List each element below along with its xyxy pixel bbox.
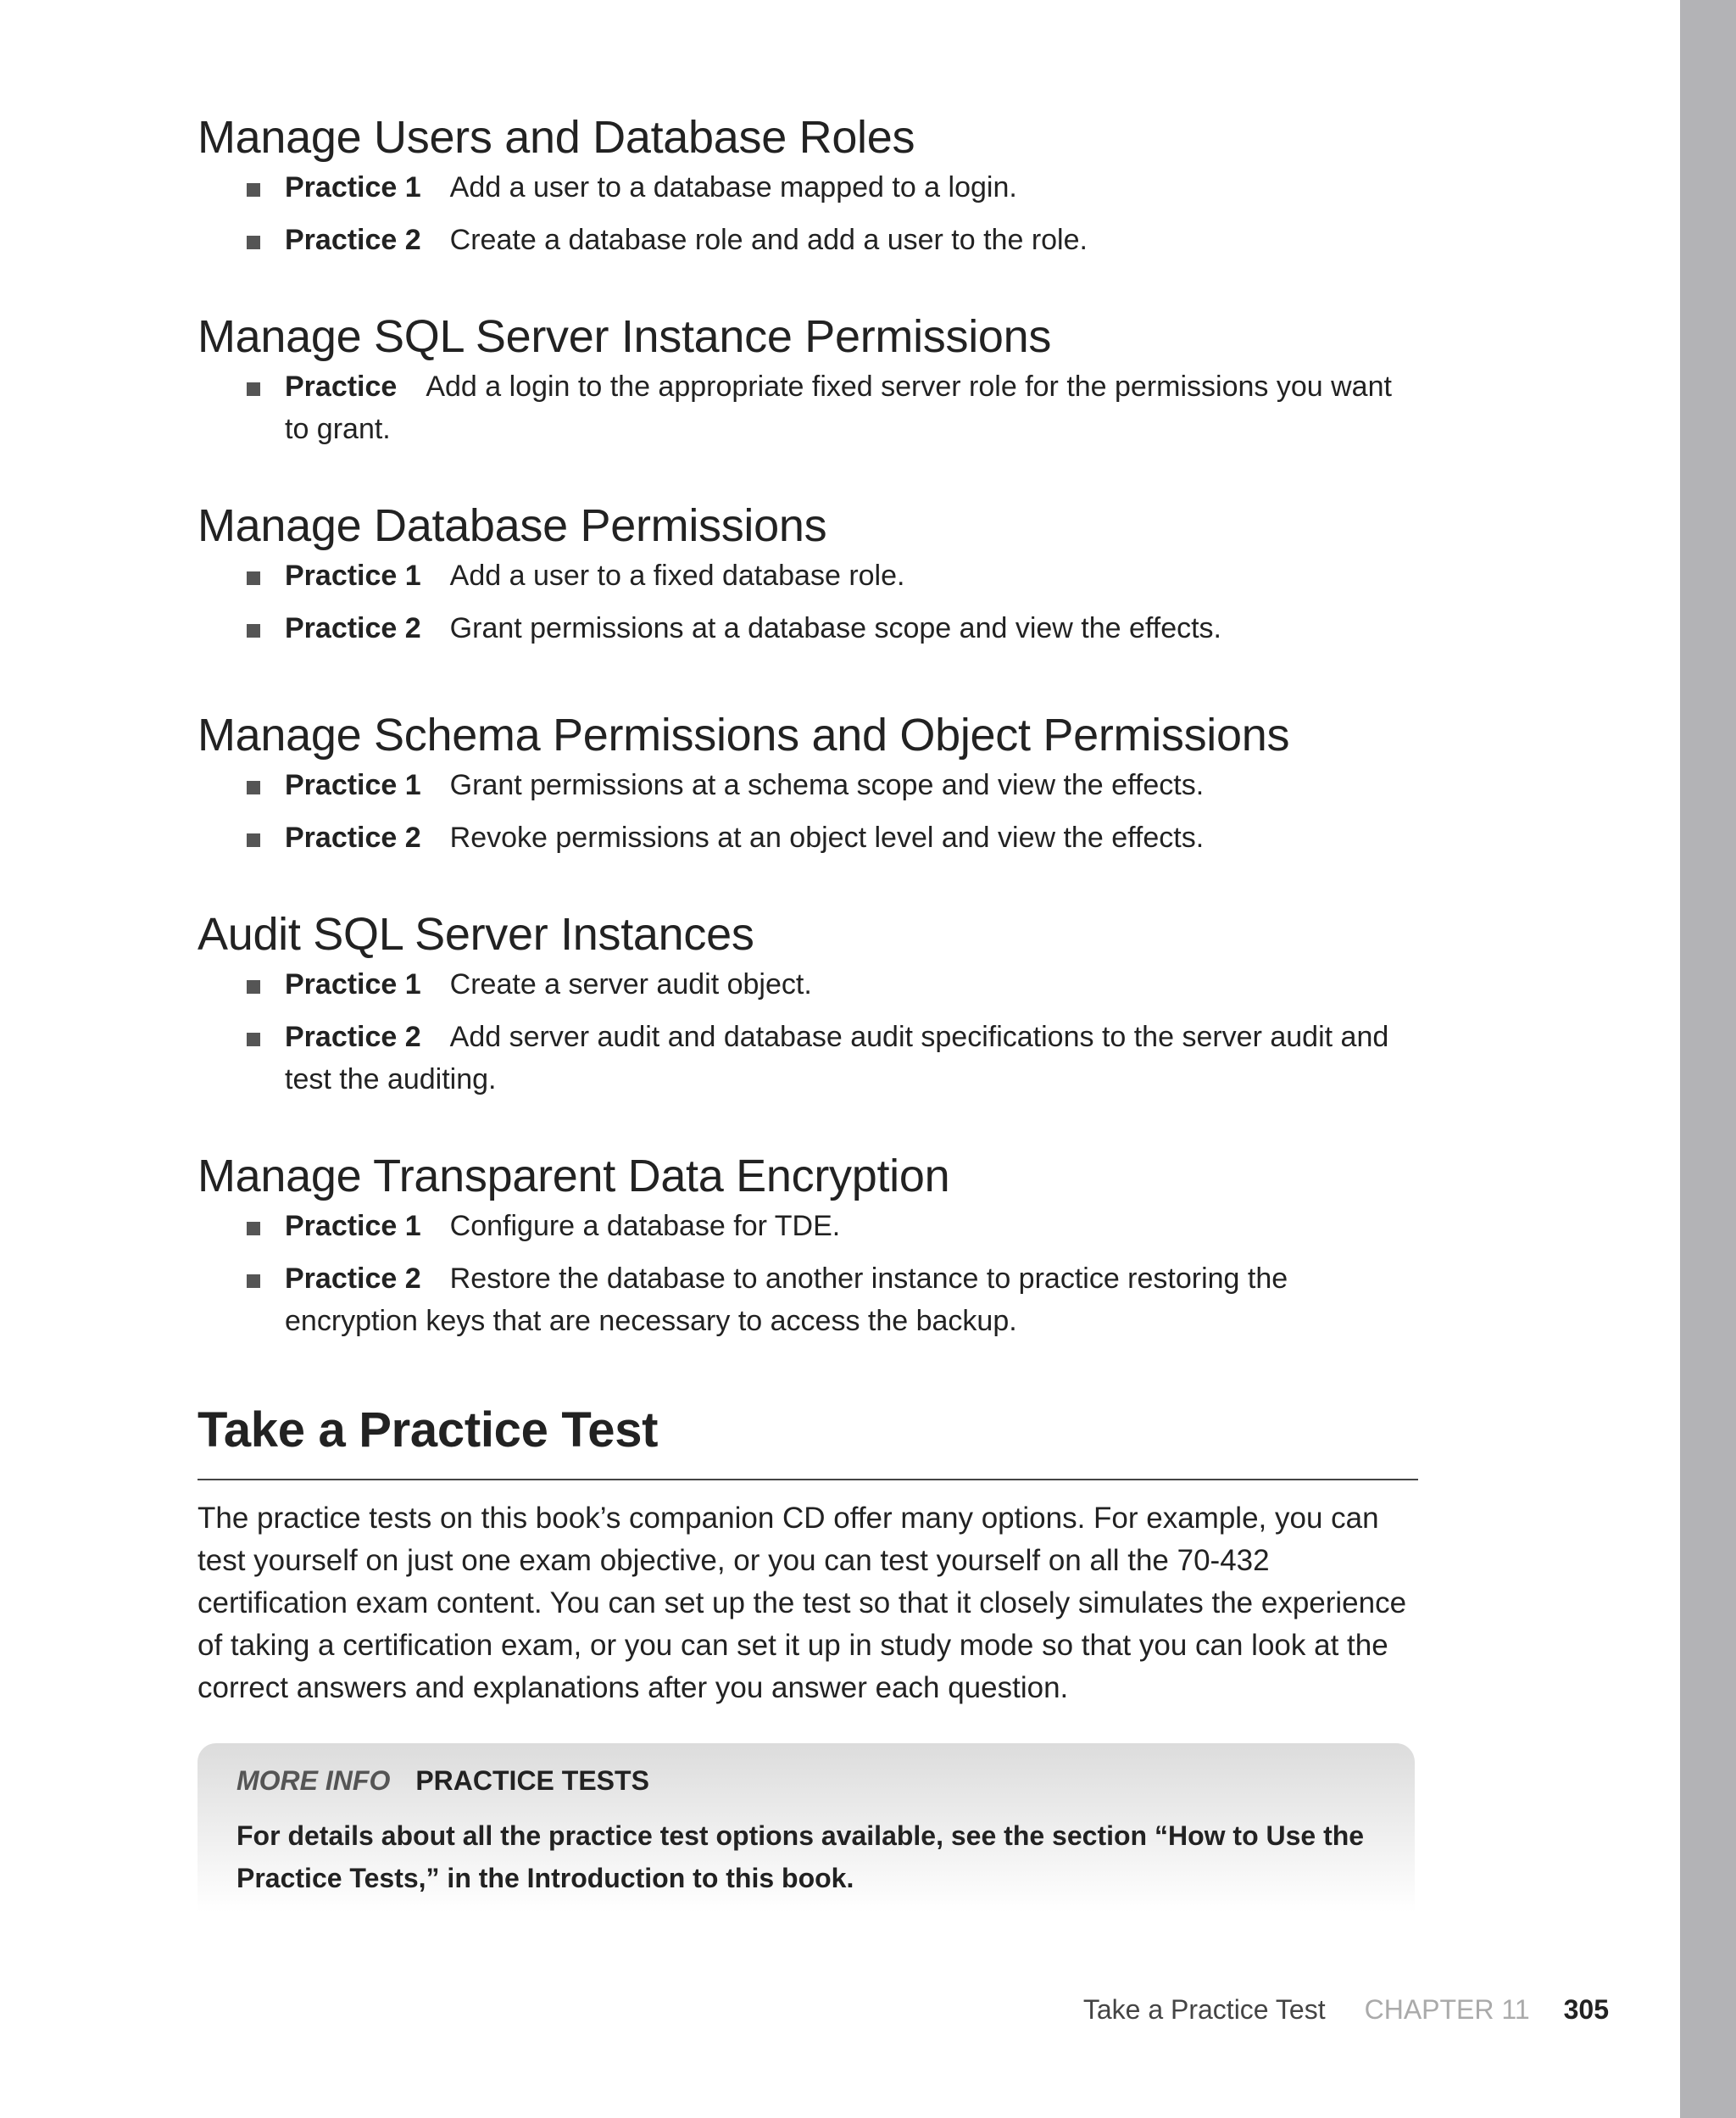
section-audit-instances: [198, 907, 1418, 1101]
practice-list: [198, 166, 1418, 261]
practice-list: [198, 1205, 1418, 1342]
list-item: [198, 817, 1418, 859]
list-item: [198, 166, 1418, 209]
list-item: [198, 219, 1418, 261]
practice-label: Practice 2: [285, 822, 421, 854]
square-bullet-icon: [247, 1274, 260, 1288]
practice-list: [198, 963, 1418, 1101]
section-database-permissions: [198, 499, 1418, 649]
practice-text: Add a user to a database mapped to a login.: [449, 171, 1017, 203]
footer-section-title: Take a Practice Test: [1082, 1994, 1326, 2025]
page-number: 305: [1563, 1994, 1609, 2025]
square-bullet-icon: [247, 781, 260, 794]
practice-label: Practice 1: [285, 171, 421, 203]
page-edge-gutter: [1680, 0, 1736, 2118]
practice-text: Create a database role and add a user to the role.: [449, 224, 1088, 256]
section-heading: Manage Schema Permissions and Object Permissions: [198, 710, 1290, 761]
body-paragraph: The practice tests on this book’s companion CD offer many options. For example, you can test yourself on just one exam objective, or you can test yourself on all the 70-432 certification exam content. You can set up the test so that it closely simulates the experience of taking a certification exam, or you can set it up in study mode so that you can look at the correct answers and explanations after you answer each question.: [198, 1502, 1407, 1704]
practice-label: Practice 1: [285, 1210, 421, 1242]
list-item: [198, 365, 1418, 450]
section-heading: Manage Database Permissions: [198, 500, 827, 551]
practice-text: Revoke permissions at an object level and view the effects.: [449, 822, 1205, 854]
practice-text: Grant permissions at a database scope and view the effects.: [449, 612, 1222, 644]
major-heading: Take a Practice Test: [198, 1402, 659, 1458]
practice-list: [198, 365, 1418, 450]
note-tag: MORE INFO: [236, 1765, 391, 1796]
section-tde: [198, 1149, 1418, 1342]
practice-list: [198, 555, 1418, 649]
section-heading: Manage Transparent Data Encryption: [198, 1151, 950, 1201]
practice-label: Practice 2: [285, 612, 421, 644]
section-take-practice-test: [198, 1401, 1418, 1480]
square-bullet-icon: [247, 382, 260, 396]
practice-list: [198, 764, 1418, 859]
list-item: [198, 607, 1418, 649]
practice-label: Practice: [285, 371, 398, 403]
practice-text: Grant permissions at a schema scope and view the effects.: [449, 769, 1205, 801]
section-heading: Manage SQL Server Instance Permissions: [198, 311, 1052, 362]
practice-label: Practice 2: [285, 1262, 421, 1295]
practice-text: Create a server audit object.: [449, 968, 812, 1000]
square-bullet-icon: [247, 1222, 260, 1235]
square-bullet-icon: [247, 183, 260, 197]
heading-rule: [198, 1479, 1418, 1480]
square-bullet-icon: [247, 1033, 260, 1046]
practice-text: Add a user to a fixed database role.: [449, 560, 905, 592]
section-heading: Manage Users and Database Roles: [198, 112, 915, 163]
practice-label: Practice 1: [285, 769, 421, 801]
list-item: [198, 1205, 1418, 1247]
section-heading: Audit SQL Server Instances: [198, 909, 754, 960]
practice-label: Practice 2: [285, 224, 421, 256]
list-item: [198, 764, 1418, 806]
square-bullet-icon: [247, 624, 260, 638]
note-header: [236, 1762, 649, 1799]
section-manage-users-roles: [198, 110, 1418, 261]
more-info-note: [198, 1743, 1415, 1913]
page-footer: [1083, 1991, 1609, 2028]
practice-label: Practice 2: [285, 1021, 421, 1053]
list-item: [198, 963, 1418, 1006]
square-bullet-icon: [247, 571, 260, 585]
practice-text: Restore the database to another instance to practice restoring the encryption keys that are necessary to access the backup.: [285, 1262, 1288, 1337]
practice-label: Practice 1: [285, 968, 421, 1000]
practice-text: Add a login to the appropriate fixed server role for the permissions you want to grant.: [285, 371, 1392, 445]
list-item: [198, 1257, 1418, 1342]
practice-text: Add server audit and database audit specifications to the server audit and test the auditing.: [285, 1021, 1389, 1095]
note-title: PRACTICE TESTS: [415, 1765, 649, 1796]
footer-chapter: CHAPTER 11: [1364, 1994, 1530, 2025]
square-bullet-icon: [247, 833, 260, 847]
section-instance-permissions: [198, 309, 1418, 450]
note-body: For details about all the practice test options available, see the section “How to Use the Practice Tests,” in the Introduction to this book.: [236, 1820, 1365, 1893]
section-schema-object-permissions: [198, 708, 1418, 859]
square-bullet-icon: [247, 980, 260, 994]
practice-label: Practice 1: [285, 560, 421, 592]
list-item: [198, 555, 1418, 597]
practice-text: Configure a database for TDE.: [449, 1210, 841, 1242]
list-item: [198, 1016, 1418, 1101]
square-bullet-icon: [247, 236, 260, 249]
